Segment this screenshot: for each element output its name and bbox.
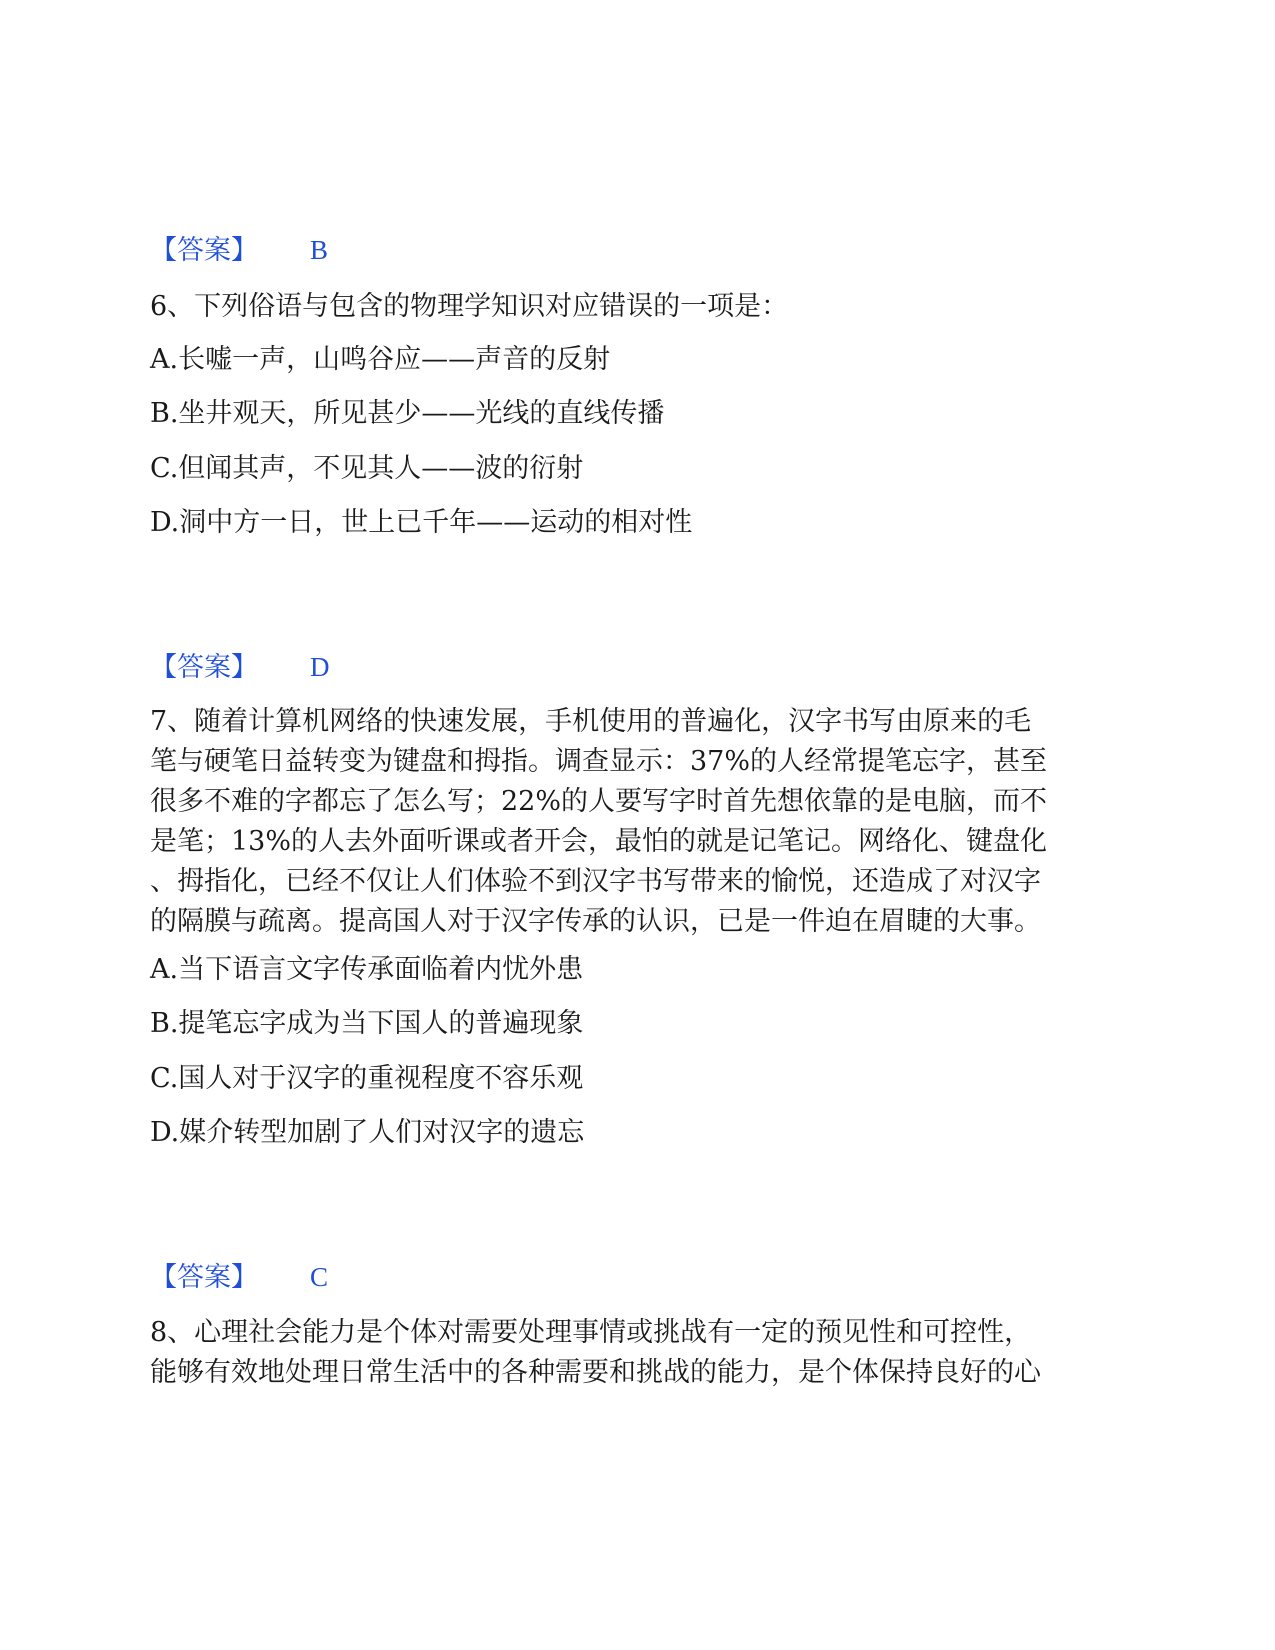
answer-value: D (310, 652, 330, 682)
question-7-line-2: 笔与硬笔日益转变为键盘和拇指。调查显示：37%的人经常提笔忘字，甚至 (150, 746, 1048, 777)
question-7-line-3: 很多不难的字都忘了怎么写；22%的人要写字时首先想依靠的是电脑，而不 (150, 786, 1048, 817)
question-7-option-c: C.国人对于汉字的重视程度不容乐观 (150, 1063, 584, 1094)
question-7-line-5: 、拇指化，已经不仅让人们体验不到汉字书写带来的愉悦，还造成了对汉字 (150, 866, 1041, 897)
question-8-line-2: 能够有效地处理日常生活中的各种需要和挑战的能力，是个体保持良好的心 (150, 1357, 1041, 1388)
answer-label: 【答案】 (150, 652, 258, 683)
question-6-option-c: C.但闻其声，不见其人——波的衍射 (150, 453, 584, 484)
question-6-stem: 6、下列俗语与包含的物理学知识对应错误的一项是： (150, 291, 789, 322)
question-7-line-6: 的隔膜与疏离。提高国人对于汉字传承的认识，已是一件迫在眉睫的大事。 (150, 906, 1041, 937)
answer-line-2 (150, 649, 330, 686)
question-7-option-b: B.提笔忘字成为当下国人的普遍现象 (150, 1008, 584, 1039)
question-7-line-4: 是笔；13%的人去外面听课或者开会，最怕的就是记笔记。网络化、键盘化 (150, 826, 1048, 857)
answer-value: C (310, 1262, 329, 1292)
question-8-stem (150, 1313, 1125, 1393)
question-7-option-a: A.当下语言文字传承面临着内忧外患 (150, 954, 584, 985)
question-7-option-d: D.媒介转型加剧了人们对汉字的遗忘 (150, 1117, 585, 1148)
answer-line-3 (150, 1259, 328, 1296)
answer-line-1 (150, 232, 328, 269)
question-7-stem (150, 702, 1125, 942)
answer-label: 【答案】 (150, 235, 258, 266)
question-6-option-d: D.洞中方一日，世上已千年——运动的相对性 (150, 507, 693, 538)
question-7-line-1: 7、随着计算机网络的快速发展，手机使用的普遍化，汉字书写由原来的毛 (150, 706, 1032, 737)
question-6-option-b: B.坐井观天，所见甚少——光线的直线传播 (150, 398, 665, 429)
question-8-line-1: 8、心理社会能力是个体对需要处理事情或挑战有一定的预见性和可控性， (150, 1317, 1032, 1348)
answer-label: 【答案】 (150, 1262, 258, 1293)
question-6-option-a: A.长嘘一声，山鸣谷应——声音的反射 (150, 344, 611, 375)
answer-value: B (310, 235, 329, 265)
